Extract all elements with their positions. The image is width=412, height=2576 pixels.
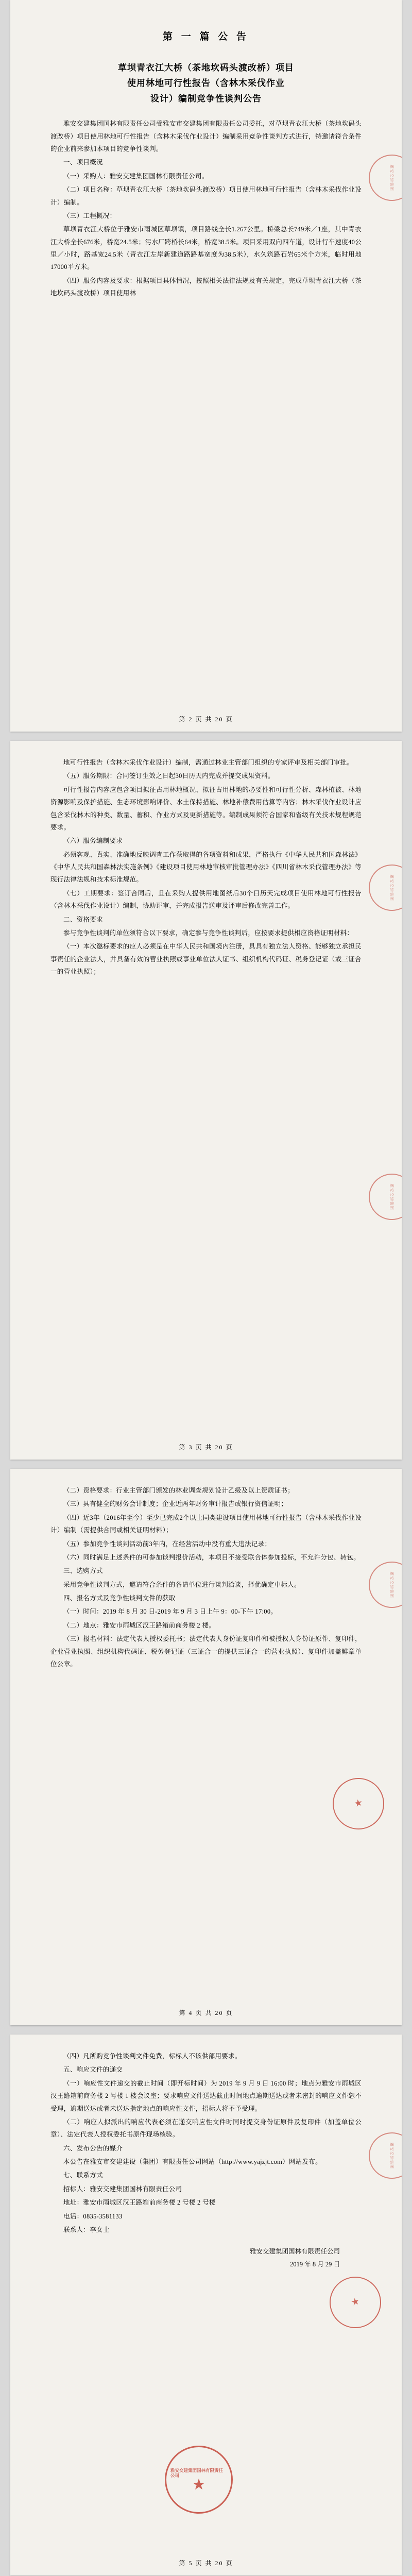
paragraph: 电话：0835-3581133 [63,2212,123,2220]
paragraph: 联系人：李女士 [63,2226,110,2233]
signature-block [50,2245,362,2271]
company-seal-text: 雅安交建集团国林有限责任公司 [170,2467,224,2478]
paragraph: （二）项目名称：草坝青衣江大桥（茶地坎码头渡改桥）项目使用林地可行性报告（含林木采伐作业设计）编制。 [50,186,362,206]
page-footer: 第 3 页 共 20 页 [179,1444,233,1451]
paragraph: 六、发布公告的媒介 [63,2144,123,2152]
paragraph: 参与竞争性谈判的单位须符合以下要求，确定参与竞争性谈判后，应按要求提供相应资格证明材料： [63,929,354,937]
edge-seal-stamp [369,1174,402,1220]
paragraph: （六）服务编制要求 [63,837,123,845]
paragraph: 四、报名方式及竞争性谈判文件的获取 [63,1595,176,1602]
paragraph: （六）同时满足上述条件的可参加谈判报价活动，本项目不接受联合体参加投标，不允许分包、转包。 [63,1553,360,1561]
paragraph: （二）资格要求：行业主管部门颁发的林业调查规划设计乙级及以上资质证书； [63,1487,295,1494]
edge-seal-text: 雅安交建集团 [389,164,394,191]
star-icon: ★ [193,2477,205,2493]
edge-seal-text: 雅安交建集团 [389,1183,394,1210]
paragraph: 七、联系方式 [63,2172,103,2179]
paragraph: 必须客观、真实、准确地反映调查工作获取得的各项资料和成果，严格执行《中华人民共和国森林法》《中华人民共和国森林法实施条例》《建设项目使用林地审核审批管理办法》《四川省林木采伐管理办法》等现行法律法规和技术标准规范。 [50,851,362,884]
round-seal-stamp [328,1773,389,1835]
paragraph: （一）采购人：雅安交建集团国林有限责任公司。 [63,172,209,180]
paragraph: （三）具有健全的财务会计制度；企业近两年财务审计报告或银行资信证明； [63,1500,288,1508]
paragraph: 雅安交建集团国林有限责任公司受雅安市交建集团有限责任公司委托，对草坝青衣江大桥（茶地坎码头渡改桥）项目使用林地可行性报告（含林木采伐作业设计）编制采用竞争性谈判方式进行，特邀请符合条件的企业前来参加本项目的竞争性谈判。 [50,120,362,152]
page-title [50,60,362,106]
edge-seal-text: 雅安交建集团 [389,2142,394,2169]
section-header: 第 一 篇 公 告 [162,31,249,42]
paragraph: 草坝青衣江大桥位于雅安市雨城区草坝镇，项目路线全长1.267公里。桥梁总长749米／1座，其中青衣江大桥全长676米，桥宽24.5米；污水厂跨桥长64米，桥宽38.5米。项目采用双向四车道，设计行车速度40公里／小时，路基宽24.5米（青衣江左岸新建道路路基宽度为38.5米），水久筑路石岩65米个方米，临时用地17000平方米。 [50,226,362,271]
paragraph: 三、选购方式 [63,1567,103,1575]
document-page-1 [10,0,402,732]
star-icon: ★ [351,2297,360,2308]
document-page-2 [10,741,402,1460]
paragraph: 本公告在雅安市交建建设（集团）有限责任公司网站（http://www.yajzjt.com）网站发布。 [63,2158,322,2165]
star-icon: ★ [354,1798,363,1809]
document-page-4 [10,2035,402,2575]
page-footer: 第 5 页 共 20 页 [179,2560,233,2567]
paragraph: （四）凡所购竞争性谈判文件免费，标标人不该供部用要求。 [63,2053,242,2060]
paragraph: （五）服务期限：合同签订生效之日起30日历天内完成并提交成果资料。 [63,772,274,780]
paragraph: 五、响应文件的递交 [63,2066,123,2074]
page-footer: 第 4 页 共 20 页 [179,2009,233,2016]
edge-seal-text: 雅安交建集团 [389,1571,394,1598]
paragraph: （三）工程概况： [63,212,116,219]
paragraph: 可行性报告内容应包含项目拟征占用林地概况、拟征占用林地的必要性和可行性分析、森林植被、林地资源影响及保护措施、生态环境影响评价、水土保持措施、林地补偿费用估算等内容；林木采伐作业设计应包含采伐林木的种类、数量、蓄积、作业方式及更新措施等。编制成果须符合国家和省级有关技术规程规范要求。 [50,786,362,831]
paragraph: （四）服务内容及要求：根据项目具体情况，按照相关法律法规及有关规定，完成草坝青衣江大桥（茶地坎码头渡改桥）项目使用林 [50,277,362,297]
paragraph: （二）地点：雅安市雨城区汉王路箱前商务楼 2 楼。 [63,1621,216,1629]
signature-date: 2019 年 8 月 29 日 [290,2261,340,2268]
page-title-line-2: 使用林地可行性报告（含林木采伐作业 [127,78,285,88]
paragraph: 招标人：雅安交建集团国林有限责任公司 [63,2185,182,2193]
page-title-line-3: 设计）编制竞争性谈判公告 [150,93,262,104]
page-title-line-1: 草坝青衣江大桥（茶地坎码头渡改桥）项目 [118,63,294,73]
paragraph: 地可行性报告（含林木采伐作业设计）编制，需通过林业主管部门组织的专家评审及相关部门审批。 [63,759,354,766]
paragraph: 二、资格要求 [63,916,103,923]
paragraph: （五）参加竞争性谈判活动前3年内，在经营活动中没有重大违法记录； [63,1540,271,1548]
paragraph: 地址：雅安市雨城区汉王路箱前商务楼 2 号楼 2 号楼 [63,2199,216,2207]
paragraph: （一）本次邀标要求的应人必须是在中华人民共和国境内注册，具具有独立法人资格、能够独立承担民事责任的企业法人，并具备有效的营业执照或事业单位法人证书、组织机构代码证、税务登记证（或三证合一的营业执照）； [50,943,362,975]
signature-company: 雅安交建集团国林有限责任公司 [249,2248,340,2256]
paragraph: （七）工期要求：签订合同后，且在采购人提供用地图纸后30个日历天完成项目使用林地可行性报告（含林木采伐作业设计）编制，协助评审，并完成报告送审及评审后修改完善工作。 [50,889,362,910]
paragraph: 采用竞争性谈判方式，邀请符合条件的各请单位进行谈判洽谈，择优确定中标人。 [63,1581,301,1588]
paragraph: 一、项目概况 [63,159,103,166]
page-footer: 第 2 页 共 20 页 [179,716,233,723]
paragraph: （二）响应人拟派出的响应代表必须在递交响应性文件时同时提交身份证原件及复印件（加盖单位公章）、法定代表人授权委托书原件现场核验。 [50,2118,362,2139]
paragraph: （一）响应性文件递交的截止时间（即开标时间）为 2019 年 9 月 9 日 16:00 时；地点为雅安市雨城区汉王路箱前商务楼 2 号楼 1 楼会议室；要求响应文件送达截止时间地点逾期送达或者未密封的响应文件恕不受理，逾期送达或者未送达指定地点的响应性文件，招标人将不予受理。 [50,2079,362,2112]
paragraph: （四）近3年（2016年至今）至少已完成2个以上同类建设项目使用林地可行性报告（含林木采伐作业设计）编制（需提供合同或相关证明材料）； [50,1514,362,1534]
company-official-seal [165,2446,233,2514]
paragraph: （一）时间：2019 年 8 月 30 日-2019 年 9 月 3 日上午 9：00-下午 17:00。 [63,1608,278,1616]
edge-seal-text: 雅安交建集团 [389,874,394,901]
document-page-3 [10,1469,402,2025]
paragraph: （三）报名材料：法定代表人授权委托书；法定代表人身份证复印件和被授权人身份证原件、复印件，企业营业执照、组织机构代码证、税务登记证（三证合一的提供三证合一的营业执照）、复印件加盖鲜章单位公章。 [50,1635,362,1668]
